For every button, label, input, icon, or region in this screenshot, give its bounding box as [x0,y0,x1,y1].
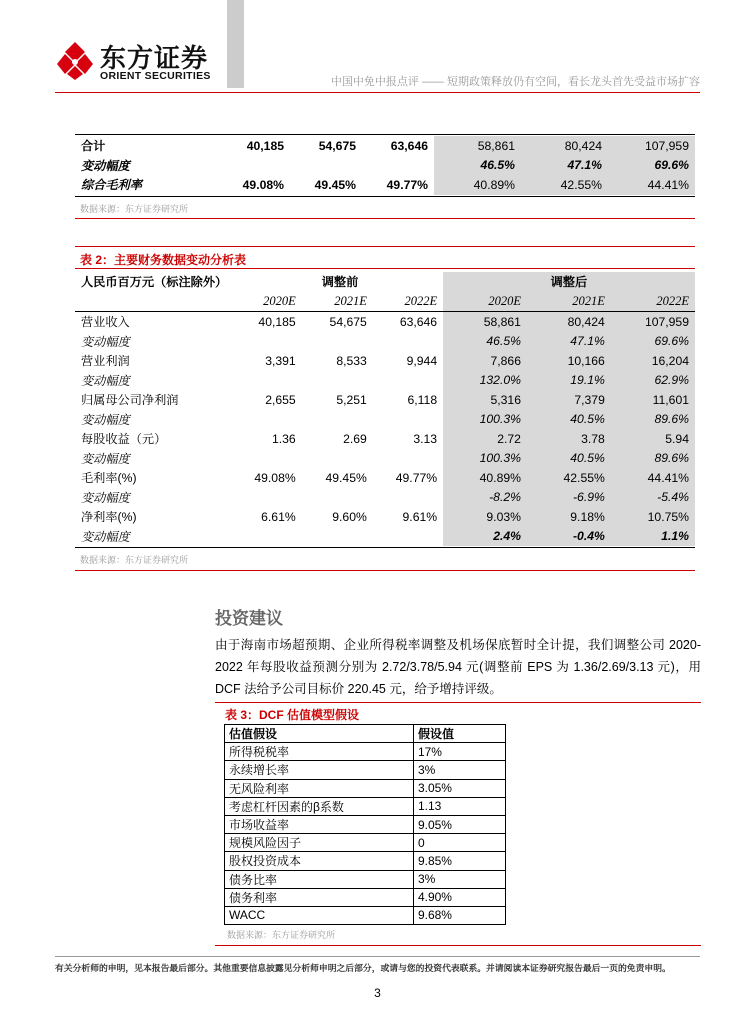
cell: 42.55% [527,468,611,488]
cell: 46.5% [443,332,527,352]
cell [302,371,373,391]
row-label: 变动幅度 [81,373,130,388]
assumption-name: 无风险利率 [225,779,414,797]
logo-text-en: ORIENT SECURITIES [100,70,211,82]
cell [362,156,434,176]
table-row [225,743,506,761]
cell: 2,655 [265,392,296,407]
assumption-value: 9.05% [413,815,505,833]
assumption-value: 1.13 [413,797,505,815]
cell: 54,675 [329,314,367,329]
table-row [75,332,695,352]
table-row [75,136,695,156]
cell [75,292,233,312]
cell: -6.9% [527,488,611,508]
cell: 80,424 [521,136,608,156]
cell: 49.08% [242,177,284,192]
cell: 62.9% [611,371,695,391]
cell [373,488,443,508]
cell: 5.94 [611,429,695,449]
row-label: 毛利率(%) [81,471,137,486]
logo-text-cn: 东方证券 [100,43,209,73]
table-row [75,371,695,391]
assumption-name: 债务利率 [225,888,414,906]
cell: 8,533 [336,353,367,368]
cell [233,449,301,469]
cell: 11,601 [611,390,695,410]
cell: 100.3% [443,410,527,430]
header-divider [55,92,700,93]
row-label: 变动幅度 [81,158,130,173]
cell: 3.13 [413,431,438,446]
table1-source: 数据来源：东方证券研究所 [80,204,189,214]
cell: 49.45% [325,470,367,485]
cell: 80,424 [527,312,611,332]
assumption-name: 股权投资成本 [225,852,414,870]
cell: 69.6% [608,156,695,176]
table-row [225,761,506,779]
table-row [225,870,506,888]
table3-title: 表 3：DCF 估值模型假设 [225,708,360,722]
cell: 3,391 [265,353,296,368]
cell: 6.61% [261,509,296,524]
cell [233,488,301,508]
year-header-row [75,292,695,312]
cell: 3.78 [527,429,611,449]
cell [220,156,290,176]
table1-continued [75,136,695,195]
cell [302,449,373,469]
table3-title-rule-top [215,702,701,703]
footer-disclaimer: 有关分析师的申明，见本报告最后部分。其他重要信息披露见分析师申明之后部分，或请与您的投资代表联系。并请阅读本证券研究报告最后一页的免责申明。 [55,963,671,973]
table-row [225,834,506,852]
table1-bottom-rule [75,196,695,197]
cell: 89.6% [611,449,695,469]
unit-label: 人民币百万元（标注除外） [81,275,228,290]
cell: 49.77% [395,470,438,485]
cell: 40.5% [527,449,611,469]
row-label: 变动幅度 [81,334,130,349]
group-after-label: 调整后 [527,272,611,292]
orient-logo-icon [55,40,95,80]
table3-source: 数据来源：东方证券研究所 [227,930,336,940]
cell [373,449,443,469]
cell: 100.3% [443,449,527,469]
assumption-value: 3.05% [413,779,505,797]
table-row [75,468,695,488]
assumption-value: 9.68% [413,906,505,924]
table2-title-rule-bottom [75,268,695,269]
assumption-value: 3% [413,870,505,888]
cell [233,371,301,391]
cell: 5,316 [443,390,527,410]
year-header: 2020E [443,292,527,312]
cell [302,410,373,430]
table-row [75,390,695,410]
assumption-name: 所得税税率 [225,743,414,761]
report-header-title: 中国中免中报点评 —— 短期政策释放仍有空间，看长龙头首先受益市场扩容 [330,76,700,88]
table-row [75,507,695,527]
cell: 58,861 [443,312,527,332]
cell: -5.4% [611,488,695,508]
table-row [75,410,695,430]
cell: 132.0% [443,371,527,391]
cell: 7,379 [527,390,611,410]
row-label: 合计 [81,139,106,154]
cell: 58,861 [434,136,521,156]
cell: 44.41% [611,468,695,488]
row-label: 净利率(%) [81,510,137,525]
cell: 9.18% [527,507,611,527]
cell: 2.72 [443,429,527,449]
cell [373,527,443,547]
cell: -0.4% [527,527,611,547]
cell [373,332,443,352]
group-before-label: 调整前 [321,275,359,290]
year-header: 2022E [404,293,438,308]
cell: -8.2% [443,488,527,508]
table-row [225,815,506,833]
footer-rule [55,956,700,957]
row-label: 营业利润 [81,354,130,369]
cell: 44.41% [608,175,695,195]
cell: 1.36 [271,431,296,446]
cell: 107,959 [608,136,695,156]
assumption-value: 3% [413,761,505,779]
dcf-assumption-table [224,724,506,925]
cell: 89.6% [611,410,695,430]
table1-top-rule [75,134,695,135]
cell: 47.1% [521,156,608,176]
row-label: 每股收益（元） [81,432,167,447]
row-label: 变动幅度 [81,412,130,427]
assumption-name: 考虑杠杆因素的β系数 [225,797,414,815]
cell: 6,118 [407,392,438,407]
section-paragraph: 由于海南市场超预期、企业所得税率调整及机场保底暂时全计提，我们调整公司 2020-2022 年每股收益预测分别为 2.72/3.78/5.94 元(调整前 EPS 为 1.36/2.69/3.13 元)，用 DCF 法给予公司目标价 220.45 元，给予增持评级。 [215,638,701,696]
table-row [75,351,695,371]
cell: 63,646 [399,314,438,329]
cell [302,488,373,508]
cell [373,371,443,391]
cell [443,272,527,292]
table-row [225,852,506,870]
cell: 9.03% [443,507,527,527]
cell: 49.77% [386,177,428,192]
year-header: 2022E [611,292,695,312]
cell: 2.4% [443,527,527,547]
table-row [75,488,695,508]
column-header: 假设值 [413,725,505,743]
row-label: 综合毛利率 [81,178,142,193]
section-title: 投资建议 [215,609,283,628]
cell: 69.6% [611,332,695,352]
assumption-name: WACC [225,906,414,924]
assumption-value: 9.85% [413,852,505,870]
cell: 16,204 [611,351,695,371]
table1-source-rule [75,218,695,219]
table2-title-rule-top [75,246,695,247]
table2-source-rule [75,570,695,571]
table-row [225,797,506,815]
cell: 9.60% [332,509,367,524]
table2-bottom-rule [75,547,695,548]
row-label: 变动幅度 [81,451,130,466]
row-label: 归属母公司净利润 [81,393,179,408]
row-label: 营业收入 [81,315,130,330]
cell: 107,959 [611,312,695,332]
table2-title: 表 2：主要财务数据变动分析表 [80,253,247,267]
row-label: 变动幅度 [81,529,130,544]
cell [233,332,301,352]
cell [233,527,301,547]
cell: 40.89% [443,468,527,488]
page-number: 3 [374,986,381,1000]
cell [233,410,301,430]
cell: 2.69 [343,431,367,446]
cell: 7,866 [443,351,527,371]
table-row [75,429,695,449]
column-header: 估值假设 [225,725,414,743]
header-gray-block [227,0,244,88]
table-row [75,527,695,547]
table-row [75,175,695,195]
table2-source: 数据来源：东方证券研究所 [80,555,189,565]
cell: 1.1% [611,527,695,547]
row-label: 变动幅度 [81,490,130,505]
cell: 10.75% [611,507,695,527]
table3-source-rule [215,945,701,946]
cell: 9.61% [402,509,438,524]
cell: 9,944 [406,353,438,368]
cell: 54,675 [318,138,356,153]
table-row [75,312,695,332]
cell: 42.55% [521,175,608,195]
cell: 47.1% [527,332,611,352]
cell [611,272,695,292]
cell [233,272,301,292]
assumption-name: 市场收益率 [225,815,414,833]
cell: 46.5% [434,156,521,176]
financial-data-table [75,272,695,546]
table-header-row [225,725,506,743]
cell: 10,166 [527,351,611,371]
cell [290,156,362,176]
year-header: 2020E [263,293,296,308]
cell: 40,185 [258,314,296,329]
assumption-value: 4.90% [413,888,505,906]
cell: 40.89% [434,175,521,195]
table-row [75,156,695,176]
cell: 49.08% [254,470,296,485]
cell [302,527,373,547]
cell: 63,646 [390,138,428,153]
assumption-value: 17% [413,743,505,761]
cell: 49.45% [314,177,356,192]
table-row [225,906,506,924]
table-row [225,779,506,797]
cell: 5,251 [336,392,367,407]
cell [302,332,373,352]
assumption-name: 债务比率 [225,870,414,888]
assumption-name: 规模风险因子 [225,834,414,852]
assumption-value: 0 [413,834,505,852]
year-header: 2021E [527,292,611,312]
cell: 19.1% [527,371,611,391]
assumption-name: 永续增长率 [225,761,414,779]
table-row [75,449,695,469]
cell: 40,185 [246,138,284,153]
year-header: 2021E [334,293,367,308]
cell [373,272,443,292]
table-header-row [75,272,695,292]
cell [373,410,443,430]
cell: 40.5% [527,410,611,430]
table-row [225,888,506,906]
